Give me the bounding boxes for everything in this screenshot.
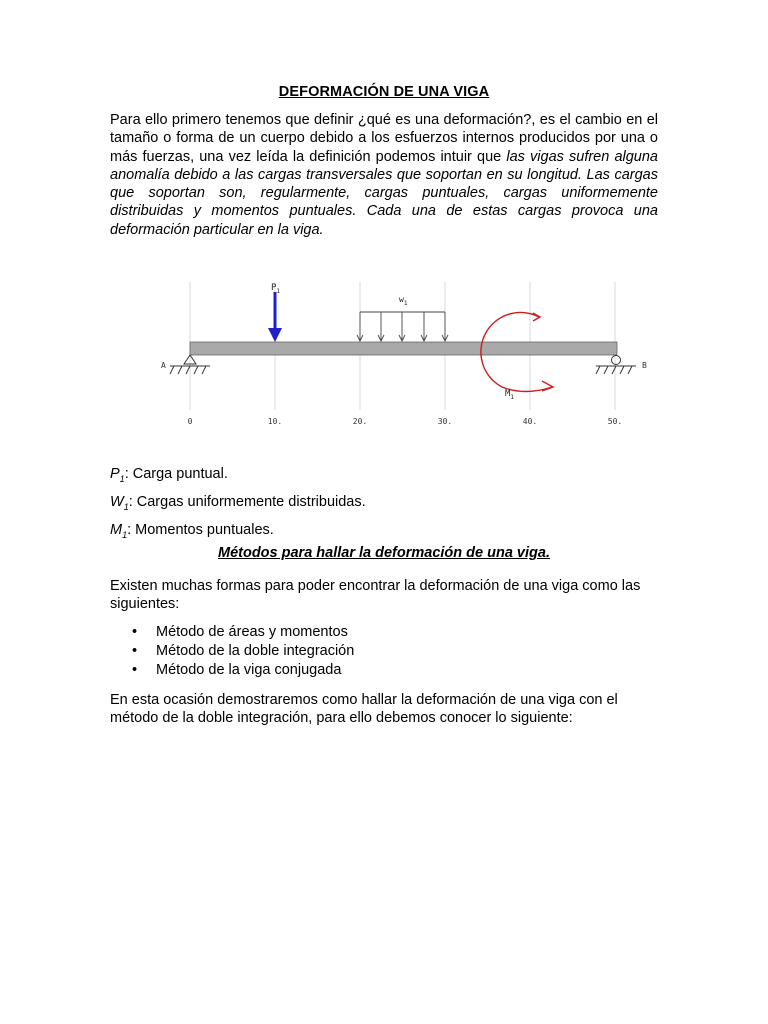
closing-paragraph: En esta ocasión demostraremos como hallar la deformación de una viga con el método de la doble integración, para ello debemos conocer lo siguiente: xyxy=(110,692,618,727)
legend-text: : Momentos puntuales. xyxy=(127,522,274,538)
tick-label: 40. xyxy=(522,417,538,426)
distributed-load-icon xyxy=(357,312,448,341)
methods-list xyxy=(130,623,354,680)
support-b-label: B xyxy=(642,361,647,370)
legend-text: : Cargas uniformemente distribuidas. xyxy=(128,494,366,510)
list-item-text: Método de la viga conjugada xyxy=(156,662,342,678)
legend-subscript: 1 xyxy=(119,473,125,484)
legend-text: : Carga puntual. xyxy=(124,466,228,482)
legend-item-w1 xyxy=(110,493,658,516)
legend-item-m1 xyxy=(110,521,658,544)
list-item xyxy=(130,623,354,642)
beam xyxy=(190,342,617,355)
legend-symbol: W xyxy=(110,494,124,510)
intro-plain-text: Para ello primero tenemos que definir ¿qué es una deformación?, es el cambio en el tamaño o forma de un cuerpo debido a los esfuerzos internos producidos por una o más fuerzas, una vez leída la definición podemos intuir que xyxy=(110,112,658,165)
legend-subscript: 1 xyxy=(123,501,129,512)
page-title: DEFORMACIÓN DE UNA VIGA xyxy=(278,84,490,100)
tick-label: 20. xyxy=(352,417,368,426)
tick-labels xyxy=(188,417,623,426)
distributed-load-label: $w_1$ xyxy=(399,295,408,307)
beam-diagram xyxy=(140,270,660,440)
support-a-label: A xyxy=(161,361,166,370)
section-subtitle: Métodos para hallar la deformación de una viga. xyxy=(218,545,550,561)
tick-label: 30. xyxy=(437,417,453,426)
intro-italic-text: las vigas sufren alguna anomalía debido a las cargas transversales que soportan en su longitud. Las cargas que soportan son, regularmente, cargas puntuales, cargas uniformemente distribuidas y momentos puntuales. Cada una de estas cargas provoca una deformación particular en la viga. xyxy=(110,148,658,238)
point-load-arrow-icon xyxy=(268,292,282,342)
support-b-icon xyxy=(596,356,636,375)
tick-label: 0 xyxy=(187,417,193,426)
list-item-text: Método de áreas y momentos xyxy=(156,624,348,640)
moment-label: $M_1$ xyxy=(505,389,515,401)
legend-item-p1 xyxy=(110,465,658,488)
list-item xyxy=(130,642,354,661)
list-item xyxy=(130,661,354,680)
tick-label: 10. xyxy=(267,417,283,426)
bullet-icon: • xyxy=(132,624,138,640)
methods-intro-paragraph: Existen muchas formas para poder encontrar la deformación de una viga como las siguientes: xyxy=(110,578,641,613)
tick-label: 50. xyxy=(607,417,623,426)
bullet-icon: • xyxy=(132,662,138,678)
legend-subscript: 1 xyxy=(122,529,128,540)
legend-symbol: P xyxy=(110,466,120,482)
bullet-icon: • xyxy=(132,643,138,659)
list-item-text: Método de la doble integración xyxy=(156,643,355,659)
legend-symbol: M xyxy=(110,522,123,538)
intro-paragraph xyxy=(110,111,658,239)
point-load-label: $P_1$ xyxy=(271,283,281,295)
